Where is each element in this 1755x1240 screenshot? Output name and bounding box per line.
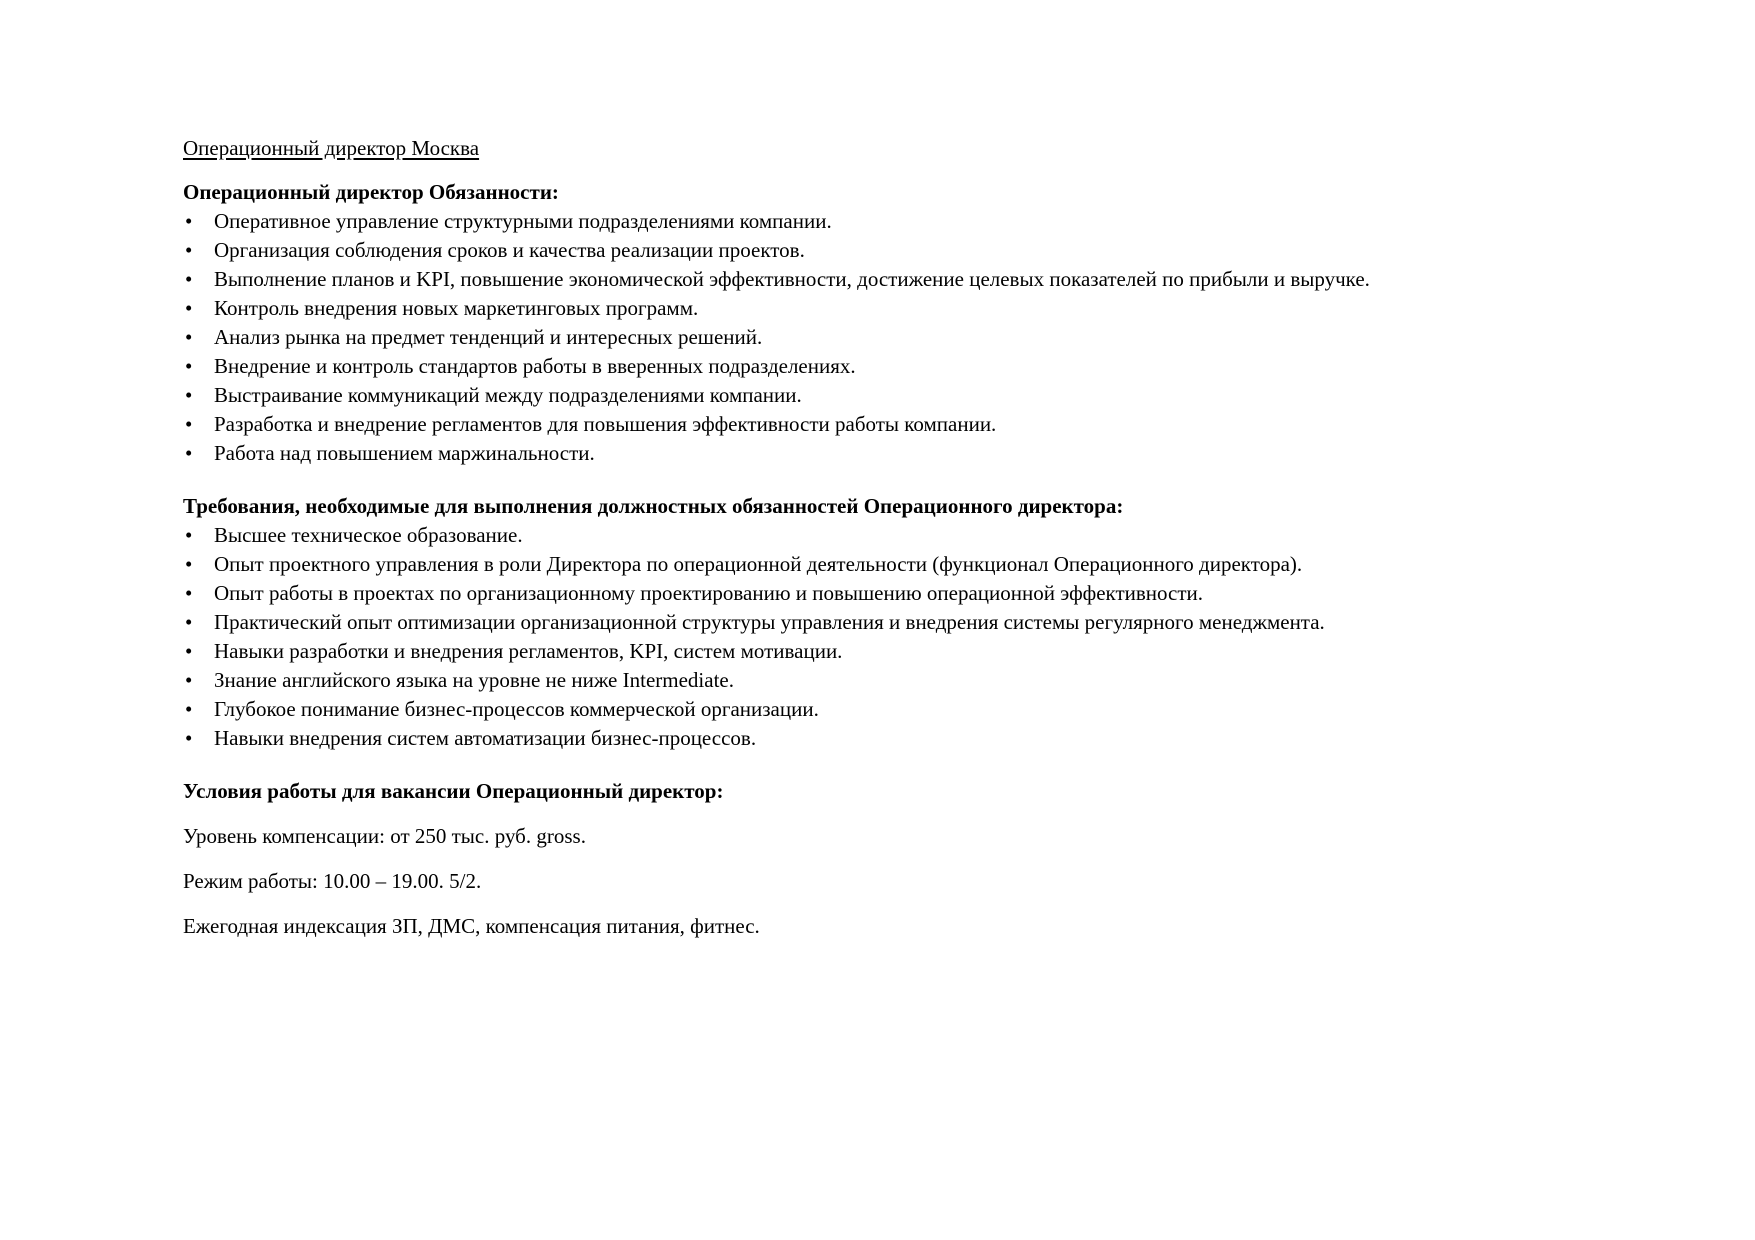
bullet-icon: • [185, 296, 193, 320]
list-item [183, 521, 1473, 550]
list-item-text: Выстраивание коммуникаций между подразделениями компании. [214, 383, 802, 407]
compensation-text: Уровень компенсации: от 250 тыс. руб. gross. [183, 824, 586, 848]
duties-list [183, 207, 1473, 468]
list-item [183, 265, 1473, 294]
list-item-text: Глубокое понимание бизнес-процессов коммерческой организации. [214, 697, 819, 721]
schedule-text: Режим работы: 10.00 – 19.00. 5/2. [183, 869, 482, 893]
list-item [183, 666, 1473, 695]
bullet-icon: • [185, 238, 193, 262]
list-item [183, 236, 1473, 265]
bullet-icon: • [185, 610, 193, 634]
list-item-text: Анализ рынка на предмет тенденций и интересных решений. [214, 325, 763, 349]
bullet-icon: • [185, 209, 193, 233]
list-item-text: Контроль внедрения новых маркетинговых программ. [214, 296, 699, 320]
bullet-icon: • [185, 354, 193, 378]
bullet-icon: • [185, 412, 193, 436]
list-item [183, 352, 1473, 381]
list-item [183, 207, 1473, 236]
list-item-text: Высшее техническое образование. [214, 523, 523, 547]
list-item [183, 323, 1473, 352]
list-item [183, 579, 1473, 608]
list-item-text: Работа над повышением маржинальности. [214, 441, 595, 465]
conditions-heading: Условия работы для вакансии Операционный директор: [183, 779, 724, 803]
document-page [183, 134, 1473, 941]
bullet-icon: • [185, 383, 193, 407]
list-item-text: Опыт работы в проектах по организационному проектированию и повышению операционной эффективности. [214, 581, 1204, 605]
list-item [183, 724, 1473, 753]
bullet-icon: • [185, 441, 193, 465]
list-item [183, 637, 1473, 666]
list-item-text: Разработка и внедрение регламентов для повышения эффективности работы компании. [214, 412, 997, 436]
list-item [183, 695, 1473, 724]
list-item [183, 410, 1473, 439]
list-item [183, 608, 1473, 637]
benefits-text: Ежегодная индексация ЗП, ДМС, компенсация питания, фитнес. [183, 914, 760, 938]
bullet-icon: • [185, 697, 193, 721]
list-item [183, 439, 1473, 468]
requirements-list [183, 521, 1473, 753]
list-item [183, 294, 1473, 323]
list-item [183, 550, 1473, 579]
requirements-heading: Требования, необходимые для выполнения должностных обязанностей Операционного директора: [183, 494, 1124, 518]
list-item-text: Опыт проектного управления в роли Директора по операционной деятельности (функционал Операционного директора). [214, 552, 1303, 576]
list-item-text: Навыки внедрения систем автоматизации бизнес-процессов. [214, 726, 757, 750]
duties-heading: Операционный директор Обязанности: [183, 180, 559, 204]
document-title: Операционный директор Москва [183, 136, 480, 160]
list-item-text: Навыки разработки и внедрения регламентов, KPI, систем мотивации. [214, 639, 843, 663]
list-item [183, 381, 1473, 410]
list-item-text: Практический опыт оптимизации организационной структуры управления и внедрения системы регулярного менеджмента. [214, 610, 1325, 634]
bullet-icon: • [185, 639, 193, 663]
list-item-text: Знание английского языка на уровне не ниже Intermediate. [214, 668, 734, 692]
list-item-text: Оперативное управление структурными подразделениями компании. [214, 209, 832, 233]
list-item-text: Внедрение и контроль стандартов работы в вверенных подразделениях. [214, 354, 856, 378]
bullet-icon: • [185, 325, 193, 349]
list-item-text: Организация соблюдения сроков и качества реализации проектов. [214, 238, 805, 262]
list-item-text: Выполнение планов и KPI, повышение экономической эффективности, достижение целевых показателей по прибыли и выручке. [214, 267, 1370, 291]
bullet-icon: • [185, 523, 193, 547]
bullet-icon: • [185, 581, 193, 605]
bullet-icon: • [185, 668, 193, 692]
bullet-icon: • [185, 552, 193, 576]
bullet-icon: • [185, 726, 193, 750]
bullet-icon: • [185, 267, 193, 291]
